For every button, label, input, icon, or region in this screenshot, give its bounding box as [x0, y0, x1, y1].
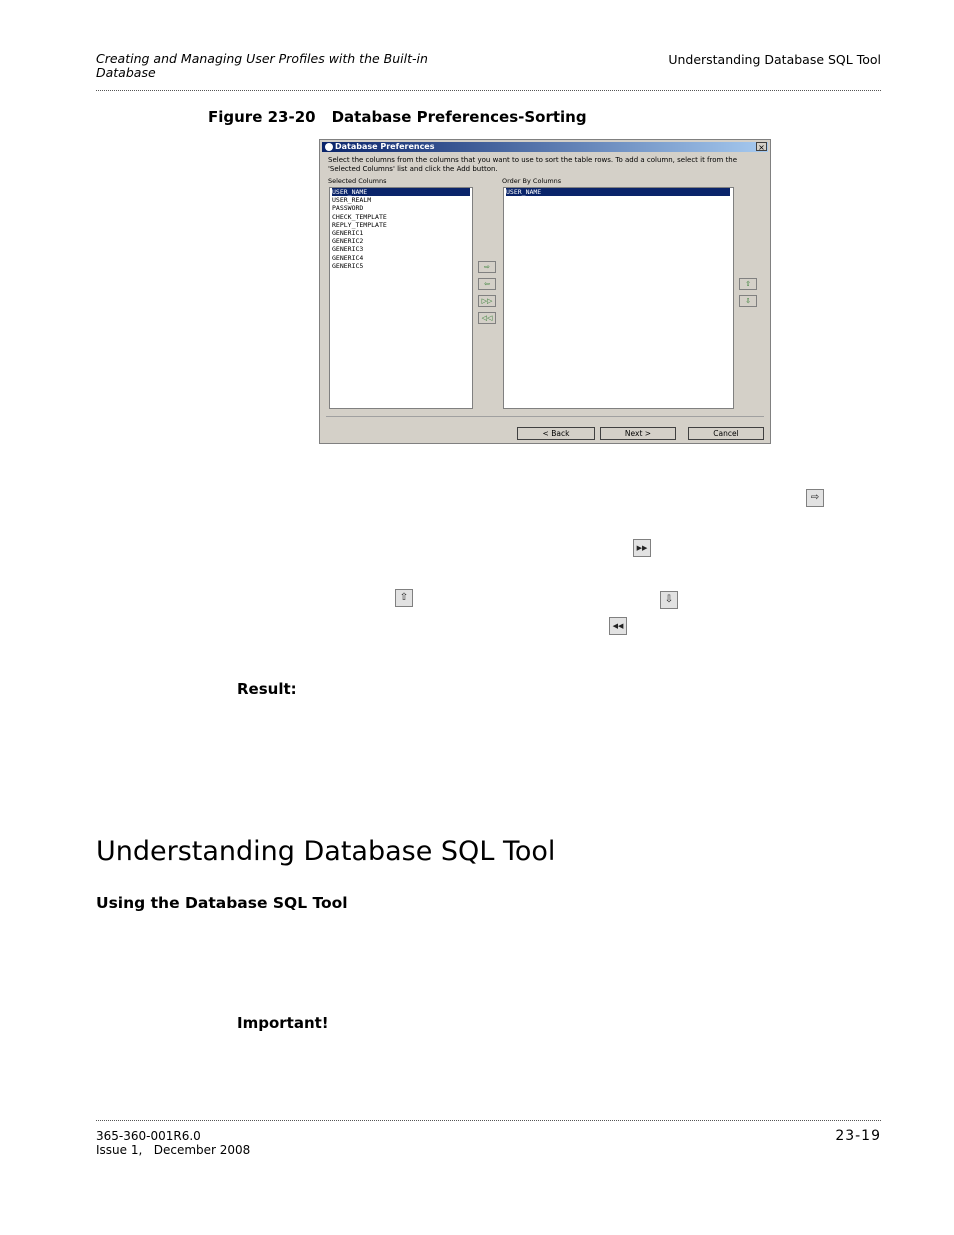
- list-item[interactable]: GENERIC1: [332, 229, 364, 238]
- order-by-columns-list[interactable]: [503, 187, 734, 409]
- running-header-section: Understanding Database SQL Tool: [668, 52, 881, 67]
- add-arrow-icon: ⇨: [806, 489, 824, 507]
- add-all-columns-button[interactable]: ▷▷: [478, 295, 496, 307]
- database-preferences-dialog: [319, 139, 771, 444]
- list-item[interactable]: CHECK_TEMPLATE: [332, 212, 387, 221]
- list-item[interactable]: GENERIC4: [332, 253, 364, 262]
- dialog-instructions: Select the columns from the columns that you want to use to sort the table rows. To add a column, select it from the 'Selected Columns' list and click the Add button.: [328, 156, 738, 173]
- list-item[interactable]: USER_REALM: [332, 196, 372, 205]
- header-rule: [96, 90, 881, 91]
- remove-all-columns-button[interactable]: ◁◁: [478, 312, 496, 324]
- cancel-button[interactable]: Cancel: [688, 427, 764, 440]
- doc-number: 365-360-001R6.0: [96, 1129, 201, 1143]
- next-button[interactable]: Next >: [600, 427, 676, 440]
- figure-number: Figure 23-20: [208, 108, 316, 126]
- remove-column-button[interactable]: ⇦: [478, 278, 496, 290]
- important-label: Important!: [237, 1014, 329, 1032]
- section-title: Understanding Database SQL Tool: [96, 836, 556, 867]
- add-column-button[interactable]: ⇨: [478, 261, 496, 273]
- running-header-chapter: Creating and Managing User Profiles with the Built-in Database: [96, 51, 428, 80]
- move-down-button[interactable]: ⇩: [739, 295, 757, 307]
- page-number: 23-19: [835, 1128, 881, 1144]
- figure-title: Database Preferences-Sorting: [331, 108, 587, 126]
- order-by-columns-label: Order By Columns: [502, 177, 562, 185]
- move-up-arrow-icon: ⇧: [395, 589, 413, 607]
- list-item[interactable]: PASSWORD: [332, 204, 364, 213]
- remove-all-arrow-icon: ◀◀: [609, 617, 627, 635]
- dialog-title: Database Preferences: [335, 142, 435, 151]
- dialog-separator: [326, 416, 764, 417]
- selected-columns-label: Selected Columns: [328, 177, 387, 185]
- back-button[interactable]: < Back: [517, 427, 595, 440]
- footer-doc-info: [96, 1129, 250, 1157]
- dialog-title-bar: [322, 142, 768, 152]
- list-item[interactable]: USER_NAME: [506, 188, 730, 196]
- move-down-arrow-icon: ⇩: [660, 591, 678, 609]
- footer-rule: [96, 1120, 881, 1121]
- app-icon: [325, 143, 333, 151]
- list-item[interactable]: REPLY_TEMPLATE: [332, 220, 387, 229]
- list-item[interactable]: USER_NAME: [332, 188, 470, 196]
- result-label: Result:: [237, 680, 297, 698]
- selected-columns-list[interactable]: [329, 187, 473, 409]
- issue-date: Issue 1, December 2008: [96, 1143, 251, 1157]
- move-up-button[interactable]: ⇧: [739, 278, 757, 290]
- figure-caption: [208, 108, 587, 126]
- subsection-title: Using the Database SQL Tool: [96, 894, 348, 912]
- add-all-arrow-icon: ▶▶: [633, 539, 651, 557]
- close-icon[interactable]: ×: [756, 142, 767, 151]
- list-item[interactable]: GENERIC5: [332, 261, 364, 270]
- list-item[interactable]: GENERIC2: [332, 237, 364, 246]
- list-item[interactable]: GENERIC3: [332, 245, 364, 254]
